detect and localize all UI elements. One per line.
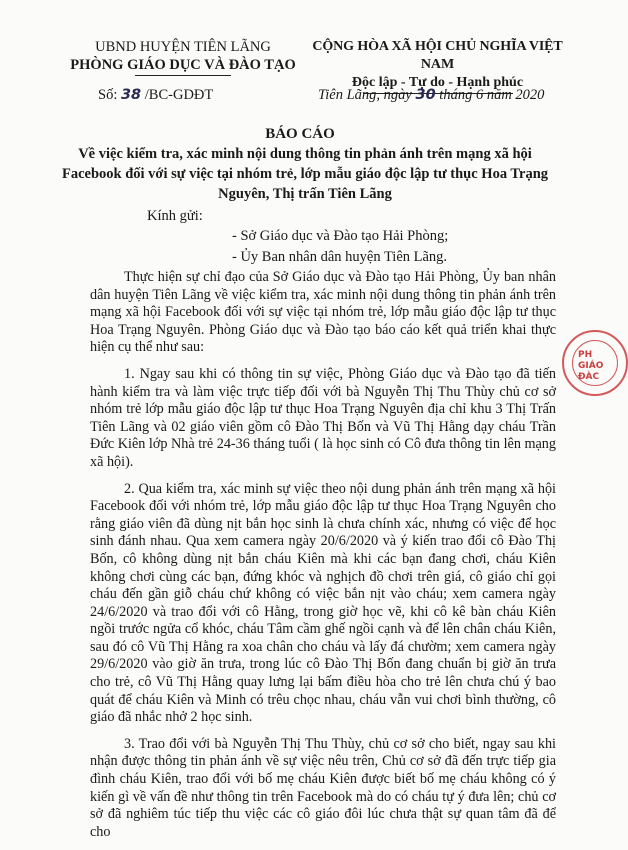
body-paragraph: Thực hiện sự chỉ đạo của Sở Giáo dục và Đào tạo Hải Phòng, Ủy ban nhân dân huyện Tiên Lãng về việc kiểm tra, xác minh nội dung thông tin phản ánh trên mạng xã hội Facebook đối với sự việc tại nhóm trẻ, lớp mẫu giáo độc lập tư thục Hoa Trạng Nguyên. Phòng Giáo dục và Đào tạo báo cáo kết quả triển khai thực hiện cụ thể như sau:	[90, 269, 556, 356]
recipients-label: Kính gửi:	[147, 208, 203, 224]
document-number	[98, 87, 213, 104]
motto: Độc lập - Tự do - Hạnh phúc	[351, 75, 524, 90]
agency-header	[58, 38, 308, 76]
seal-text	[578, 350, 603, 383]
body-paragraph: 1. Ngay sau khi có thông tin sự việc, Phòng Giáo dục và Đào tạo đã tiến hành kiểm tra và làm việc trực tiếp đối với bà Nguyễn Thị Thu Thùy chủ cơ sở nhóm trẻ lớp mẫu giáo độc lập tư thục Hoa Trạng Nguyên địa chỉ khu 3 Thị Trấn Tiên Lãng và 02 giáo viên gồm cô Đào Thị Bốn và Vũ Thị Hằng dạy cháu Trần Đức Kiên lớp Nhà trẻ 24-36 tháng tuổi ( là học sinh có Cô đưa thông tin lên mạng xã hội).	[90, 365, 556, 470]
seal-text-line: GIÁO	[578, 361, 604, 371]
place-date	[318, 87, 544, 104]
seal-text-line: ĐÀC	[578, 372, 600, 382]
recipient-item: - Ủy Ban nhân dân huyện Tiên Lãng.	[232, 249, 448, 265]
document-subtitle: Về việc kiểm tra, xác minh nội dung thông tin phản ánh trên mạng xã hội Facebook đối với sự việc tại nhóm trẻ, lớp mẫu giáo độc lập tư thục Hoa Trạng Nguyên, Thị trấn Tiên Lãng	[61, 146, 549, 202]
doc-number-prefix: Số:	[98, 87, 121, 103]
red-seal-stamp	[562, 330, 628, 396]
place-date-prefix: Tiên Lãng, ngày	[318, 87, 416, 103]
body-paragraph: 3. Trao đổi với bà Nguyễn Thị Thu Thùy, chủ cơ sở cho biết, ngay sau khi nhận được thông tin phản ánh về sự việc nêu trên, Chủ cơ sở đã đến trực tiếp gia đình cháu Kiên, trao đổi với bố mẹ cháu Kiên được biết bố mẹ cháu không có ý kiến gì về vấn đề như thông tin trên Facebook mà do có cháu tự ý đưa lên; chủ cơ sở đã nghiêm túc tiếp thu việc các cô giáo đôi lúc chưa thật sự quan tâm đã để cho	[90, 735, 556, 840]
agency-underline	[135, 75, 231, 76]
agency-parent: UBND HUYỆN TIÊN LÃNG	[95, 39, 271, 55]
place-date-suffix: tháng 6 năm 2020	[435, 87, 545, 103]
body-paragraph: 2. Qua kiểm tra, xác minh sự việc theo nội dung phản ánh trên mạng xã hội Facebook đối với nhóm trẻ, lớp mẫu giáo độc lập tư thục Hoa Trạng Nguyên cho rằng giáo viên đã dùng nịt bắn học sinh là chưa chính xác, nhưng có việc để học sinh đánh nhau. Qua xem camera ngày 20/6/2020 và ý kiến trao đổi cô Đào Thị Bốn, cô không dùng nịt bắn cháu Kiên mà khi các bạn đang chơi, cháu Kiên không chơi cùng các bạn, đứng khóc và nghịch đồ chơi trên giá, cô giáo chỉ gọi cháu đến gần giỗ cháu chứ không có việc bắn nịt vào cháu; xem camera ngày 24/6/2020 và trao đổi với cô Hằng, trong giờ học vẽ, khi cô kê bàn cháu Kiên ngồi trước ngửa cổ khóc, cháu Tâm cầm ghế ngồi cạnh và để lên chân cháu Kiên, sau đó cô Vũ Thị Hằng ra xoa chân cho cháu và lấy đá chườm; xem camera ngày 29/6/2020 vào giờ ăn trưa, trong lúc cô Đào Thị Bốn đang chuẩn bị giờ ăn trưa cho trẻ, cô Vũ Thị Hằng quay lưng lại bấm điều hòa cho trẻ lên chưa chú ý bao quát để cháu Kiên và Minh có trêu chọc nhau, cháu vẫn vui chơi bình thường, cô giáo đã nhắc nhở 2 học sinh.	[90, 480, 556, 726]
recipient-item: - Sở Giáo dục và Đào tạo Hải Phòng;	[232, 228, 449, 244]
place-date-day: 30	[415, 87, 436, 103]
seal-text-line: PH	[578, 350, 593, 360]
doc-number-handwritten: 38	[120, 87, 142, 103]
recipients-list	[232, 226, 448, 268]
document-title: BÁO CÁO	[265, 126, 335, 142]
doc-number-suffix: /BC-GDĐT	[141, 87, 214, 103]
agency-name: PHÒNG GIÁO DỤC VÀ ĐÀO TẠO	[70, 57, 296, 73]
nation-name: CỘNG HÒA XÃ HỘI CHỦ NGHĨA VIỆT NAM	[312, 39, 563, 72]
nation-header	[300, 38, 575, 94]
document-body	[90, 269, 556, 850]
